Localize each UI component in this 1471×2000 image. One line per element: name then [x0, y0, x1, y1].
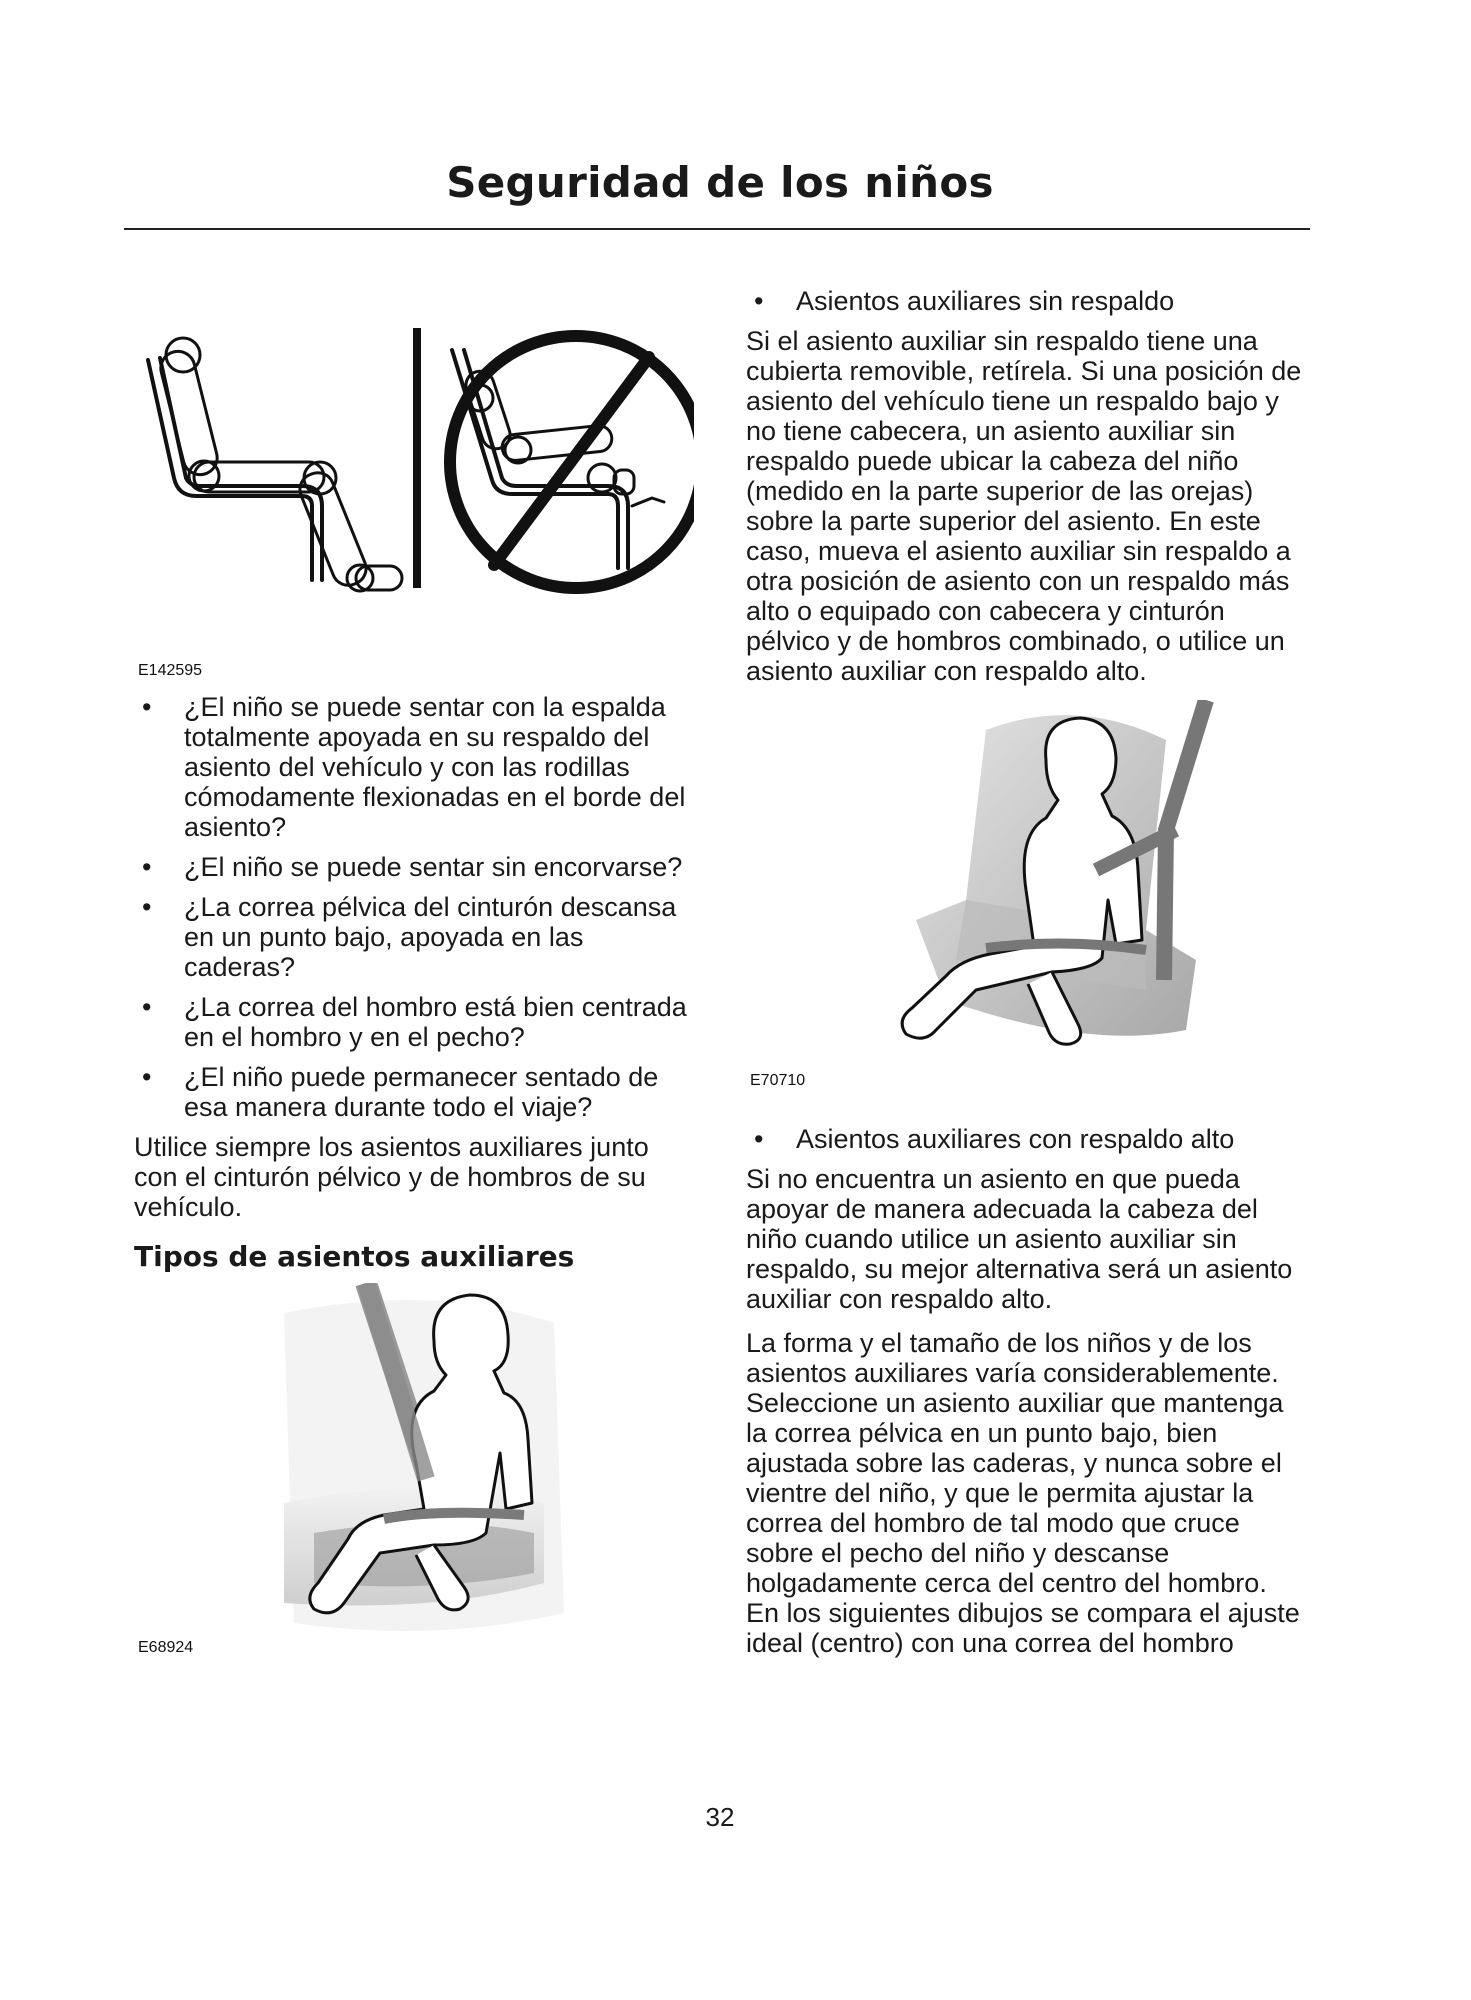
- list-item: [134, 992, 694, 1052]
- left-column: [134, 250, 694, 1663]
- body-paragraph: La forma y el tamaño de los niños y de los asientos auxiliares varía considerablemente. Seleccione un asiento auxiliar que mantenga la correa pélvica en un punto bajo, bien ajustada sobre las caderas, y nunca sobre el vientre del niño, y que le permita ajustar la correa del hombro de tal modo que cruce sobre el pecho del niño y descanse holgadamente cerca del centro del hombro. En los siguientes dibujos se compara el ajuste ideal (centro) con una correa del hombro: [746, 1328, 1300, 1658]
- list-item: [134, 892, 694, 982]
- list-item-text: ¿El niño puede permanecer sentado de esa manera durante todo el viaje?: [184, 1062, 659, 1122]
- bullet-glyph: •: [142, 892, 152, 922]
- list-item: [134, 852, 694, 882]
- list-item-text: ¿La correa del hombro está bien centrada en el hombro y en el pecho?: [184, 992, 687, 1052]
- figure-code: E68924: [138, 1639, 194, 1656]
- seating-comparison-illustration: [134, 250, 694, 610]
- list-item-text: ¿La correa pélvica del cinturón descansa en un punto bajo, apoyada en las caderas?: [184, 892, 677, 982]
- backless-booster-illustration: [134, 1283, 694, 1643]
- title-divider: [124, 228, 1310, 230]
- bullet-glyph: •: [142, 852, 152, 882]
- highback-booster-illustration: [746, 700, 1306, 1070]
- list-item-text: Asientos auxiliares con respaldo alto: [796, 1124, 1235, 1154]
- list-item-text: Asientos auxiliares sin respaldo: [796, 286, 1175, 316]
- body-paragraph: Si el asiento auxiliar sin respaldo tiene una cubierta removible, retírela. Si una posición de asiento del vehículo tiene un respaldo bajo y no tiene cabecera, un asiento auxiliar sin respaldo puede ubicar la cabeza del niño (medido en la parte superior de las orejas) sobre la parte superior del asiento. En este caso, mueva el asiento auxiliar sin respaldo a otra posición de asiento con un respaldo más alto o equipado con cabecera y cinturón pélvico y de hombros combinado, o utilice un asiento auxiliar con respaldo alto.: [746, 326, 1302, 686]
- page-number: 32: [705, 1802, 735, 1832]
- booster-checklist: [134, 692, 694, 1122]
- list-item-text: ¿El niño se puede sentar con la espalda totalmente apoyada en su respaldo del asiento del vehículo y con las rodillas cómodamente flexionadas en el borde del asiento?: [184, 692, 686, 842]
- seating-comparison-figure: [134, 250, 694, 679]
- body-paragraph: Utilice siempre los asientos auxiliares junto con el cinturón pélvico y de hombros de su vehículo.: [134, 1132, 649, 1222]
- highback-booster-figure: [746, 700, 1306, 1110]
- body-paragraph: Si no encuentra un asiento en que pueda apoyar de manera adecuada la cabeza del niño cuando utilice un asiento auxiliar sin respaldo, su mejor alternativa será un asiento auxiliar con respaldo alto.: [746, 1164, 1293, 1314]
- list-item-text: ¿El niño se puede sentar sin encorvarse?: [184, 852, 683, 882]
- list-item: [746, 1124, 1306, 1154]
- right-column: [746, 250, 1306, 1672]
- bullet-glyph: •: [754, 1124, 764, 1154]
- bullet-glyph: •: [142, 992, 152, 1022]
- booster-type-list: [746, 286, 1306, 316]
- figure-code: E142595: [138, 662, 203, 679]
- list-item: [134, 692, 694, 842]
- list-item: [746, 286, 1306, 316]
- bullet-glyph: •: [142, 692, 152, 722]
- figure-code: E70710: [750, 1072, 806, 1089]
- page-title: Seguridad de los niños: [446, 158, 994, 207]
- booster-type-list: [746, 1124, 1306, 1154]
- backless-booster-figure: [134, 1283, 694, 1663]
- list-item: [134, 1062, 694, 1122]
- section-subheading: Tipos de asientos auxiliares: [134, 1240, 575, 1273]
- bullet-glyph: •: [754, 286, 764, 316]
- bullet-glyph: •: [142, 1062, 152, 1092]
